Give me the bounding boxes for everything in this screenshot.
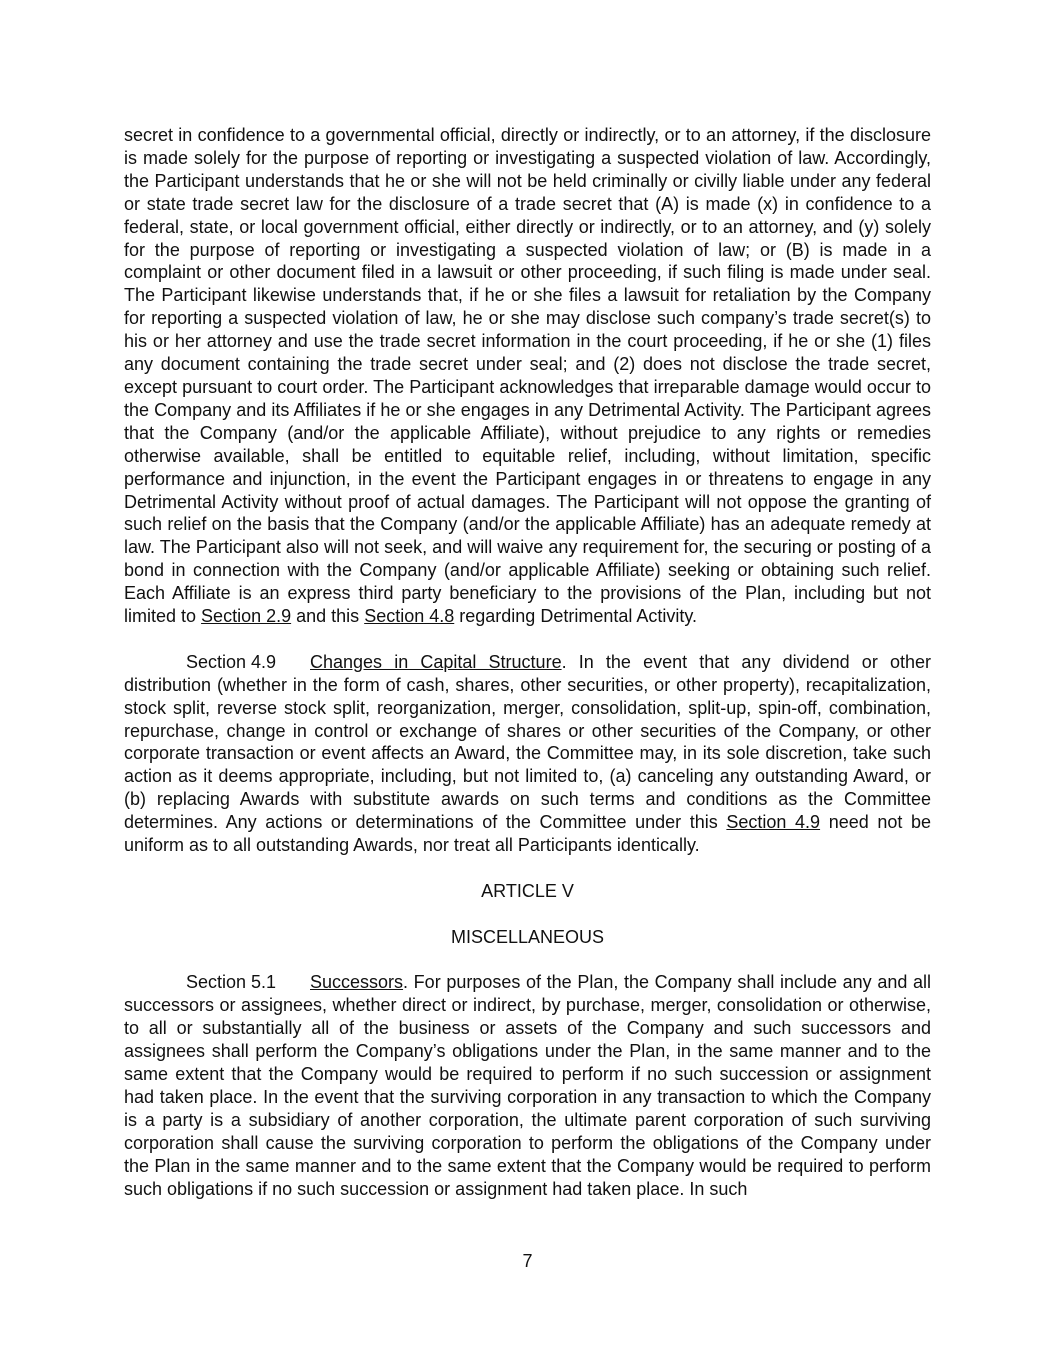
section-4-9 (124, 651, 931, 857)
paragraph-text: regarding Detrimental Activity. (459, 606, 698, 627)
section-body: . For purposes of the Plan, the Company shall include any and all successors or assignees, whether direct or indirect, by purchase, merger, consolidation or otherwise, to all or substantially all of the business or assets of the Company and such successors and assignees shall perform the Company’s obligations under the Plan, in the same manner and to the same extent that the Company would be required to perform if no such succession or assignment had taken place. In the event that the surviving corporation in any transaction to which the Company is a party is a subsidiary of another corporation, the ultimate parent corporation of such surviving corporation shall cause the surviving corporation to perform the obligations of the Company under the Plan in the same manner and to the same extent that the Company would be required to perform such obligations if no such succession or assignment had taken place. In such (124, 972, 931, 1199)
paragraph-gap (124, 628, 931, 651)
section-body: need not be uniform as to all outstanding Awards, nor treat all Participants identically. (124, 812, 931, 856)
paragraph-text: secret in confidence to a governmental official, directly or indirectly, or to an attorney, if the disclosure is made solely for the purpose of reporting or investigating a suspected violation of law. Accordingly, the Participant understands that he or she will not be held criminally or civilly liable under any federal or state trade secret law for the disclosure of a trade secret that (A) is made (x) in confidence to a federal, state, or local government official, either directly or indirectly, or to an attorney, and (y) solely for the purpose of reporting or investigating a suspected violation of law; or (B) is made in a complaint or other document filed in a lawsuit or other proceeding, if such filing is made under seal. The Participant likewise understands that, if he or she files a lawsuit for retaliation by the Company for reporting a suspected violation of law, he or she may disclose such company’s trade secret(s) to his or her attorney and use the trade secret information in the court proceeding, if he or she (1) files any document containing the trade secret under seal; and (2) does not disclose the trade secret, except pursuant to court order. The Participant acknowledges that irreparable damage would occur to the Company and its Affiliates if he or she engages in any Detrimental Activity. The Participant agrees that the Company (and/or the applicable Affiliate), without prejudice to any rights or remedies otherwise available, shall be entitled to equitable relief, including, without limitation, specific performance and injunction, in the event the Participant engages in or threatens to engage in any Detrimental Activity without proof of actual damages. The Participant will not oppose the granting of such relief on the basis that the Company (and/or the applicable Affiliate) has an adequate remedy at law. The Participant also will not seek, and will waive any requirement for, the securing or posting of a bond in connection with the Company (and/or applicable Affiliate) seeking or obtaining such relief. Each Affiliate is an express third party beneficiary to the provisions of the Plan, including but not limited to (124, 125, 931, 627)
page-number: 7 (522, 1251, 533, 1271)
paragraph-gap (124, 949, 931, 972)
paragraph-gap (124, 857, 931, 880)
paragraph-detrimental-activity (124, 124, 931, 628)
paragraph-gap (124, 903, 931, 926)
document-body (124, 124, 931, 1201)
section-reference: Section 2.9 (201, 606, 292, 627)
section-reference: Section 4.8 (364, 606, 455, 627)
article-subtitle: MISCELLANEOUS (450, 926, 605, 947)
section-number: Section 4.9 (186, 651, 277, 672)
section-number: Section 5.1 (186, 972, 277, 993)
section-title: Successors (310, 972, 404, 993)
paragraph-text: and this (296, 606, 360, 627)
section-body: . In the event that any dividend or other distribution (whether in the form of cash, shares, other securities, or other property), recapitalization, stock split, reverse stock split, reorganization, merger, consolidation, split-up, spin-off, combination, repurchase, change in control or exchange of shares or other securities of the Company, or other corporate transaction or event affects an Award, the Committee may, in its sole discretion, take such action as it deems appropriate, including, but not limited to, (a) canceling any outstanding Award, or (b) replacing Awards with substitute awards on such terms and conditions as the Committee determines. Any actions or determinations of the Committee under this (124, 651, 931, 833)
section-5-1 (124, 971, 931, 1200)
article-title: ARTICLE V (481, 880, 574, 901)
section-title: Changes in Capital Structure (310, 651, 562, 672)
section-reference: Section 4.9 (726, 812, 821, 833)
